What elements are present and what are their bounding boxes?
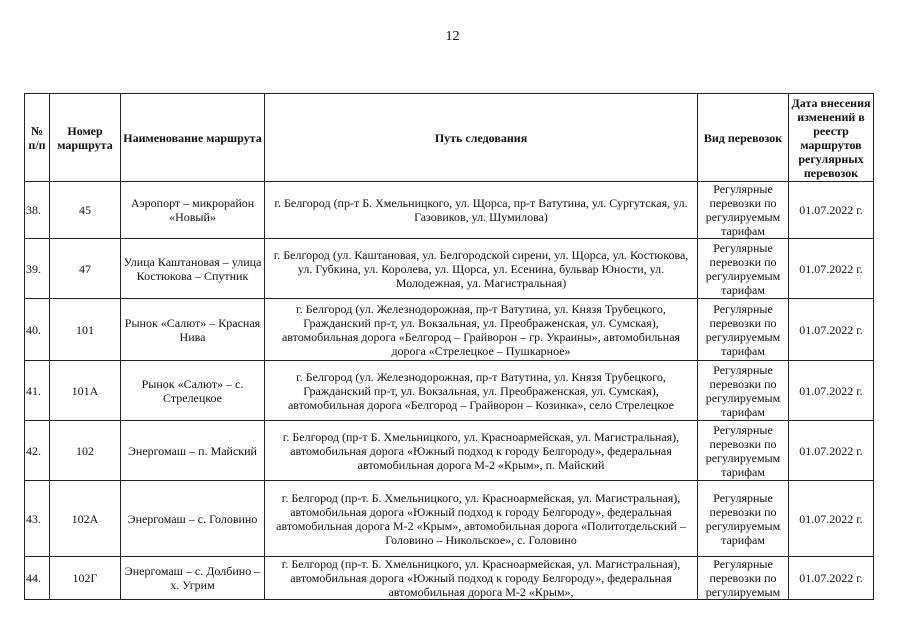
cell-path: г. Белгород (ул. Железнодорожная, пр-т Ватутина, ул. Князя Трубецкого, Гражданский пр-т, ул. Вокзальная, ул. Преображенская, ул. Сумская), автомобильная дорога «Белгород – Грайворон – Козинка», село Стрелецкое [265, 361, 698, 421]
header-path: Путь следования [265, 94, 698, 182]
cell-date: 01.07.2022 г. [789, 182, 874, 239]
routes-registry-table [24, 93, 874, 600]
cell-route-number: 102 [50, 421, 121, 481]
cell-path-text: г. Белгород (пр-т. Б. Хмельницкого, ул. Красноармейская, ул. Магистральная), автомобильная дорога «Южный подход к городу Белгороду», федеральная автомобильная дорога М-2 «Крым», [281, 557, 681, 599]
cell-date: 01.07.2022 г. [789, 421, 874, 481]
header-date: Дата внесения изменений в реестр маршрутов регулярных перевозок [789, 94, 874, 182]
cell-date: 01.07.2022 г. [789, 239, 874, 299]
cell-route-name: Энергомаш – с. Головино [121, 481, 265, 557]
cell-path: г. Белгород (ул. Железнодорожная, пр-т Ватутина, ул. Князя Трубецкого, Гражданский пр-т, ул. Вокзальная, ул. Преображенская, ул. Сумская), автомобильная дорога «Белгород – Грайворон – гр. Украины», автомобильная дорога «Стрелецкое – Пушкарное» [265, 299, 698, 361]
cell-path: г. Белгород (пр-т. Б. Хмельницкого, ул. Красноармейская, ул. Магистральная), автомобильная дорога «Южный подход к городу Белгороду», федеральная автомобильная дорога М-2 «Крым», автомобильная дорога «Политотдельский – Головино – Никольское», с. Головино [265, 481, 698, 557]
table-row [25, 481, 874, 557]
cell-route-number: 102А [50, 481, 121, 557]
table-row [25, 182, 874, 239]
cell-num: 38. [25, 182, 50, 239]
table-row [25, 299, 874, 361]
cell-transport-type: Регулярные перевозки по регулируемым тарифам [698, 182, 789, 239]
table-header-row [25, 94, 874, 182]
cell-transport-type: Регулярные перевозки по регулируемым тарифам [698, 299, 789, 361]
cell-transport-type [698, 557, 789, 600]
header-num: № п/п [25, 94, 50, 182]
table-row [25, 361, 874, 421]
cell-route-name: Энергомаш – п. Майский [121, 421, 265, 481]
cell-route-name: Улица Каштановая – улица Костюкова – Спутник [121, 239, 265, 299]
cell-transport-type: Регулярные перевозки по регулируемым тарифам [698, 361, 789, 421]
table-row [25, 557, 874, 600]
cell-date: 01.07.2022 г. [789, 481, 874, 557]
table-row [25, 239, 874, 299]
cell-num: 40. [25, 299, 50, 361]
cell-route-number: 102Г [50, 557, 121, 600]
cell-num: 43. [25, 481, 50, 557]
cell-num: 42. [25, 421, 50, 481]
cell-date: 01.07.2022 г. [789, 557, 874, 600]
cell-transport-type: Регулярные перевозки по регулируемым тарифам [698, 421, 789, 481]
cell-transport-type: Регулярные перевозки по регулируемым тарифам [698, 481, 789, 557]
page-number: 12 [445, 29, 460, 44]
cell-transport-type-text: Регулярные перевозки по регулируемым [705, 557, 781, 599]
cell-route-name: Рынок «Салют» – с. Стрелецкое [121, 361, 265, 421]
cell-date: 01.07.2022 г. [789, 361, 874, 421]
cell-transport-type: Регулярные перевозки по регулируемым тарифам [698, 239, 789, 299]
cell-route-number: 101А [50, 361, 121, 421]
cell-num: 44. [25, 557, 50, 600]
cell-path: г. Белгород (пр-т Б. Хмельницкого, ул. Красноармейская, ул. Магистральная), автомобильная дорога «Южный подход к городу Белгороду», федеральная автомобильная дорога М-2 «Крым», п. Майский [265, 421, 698, 481]
cell-route-number: 101 [50, 299, 121, 361]
cell-route-name: Рынок «Салют» – Красная Нива [121, 299, 265, 361]
cell-route-number: 45 [50, 182, 121, 239]
cell-path [265, 557, 698, 600]
header-route-name: Наименование маршрута [121, 94, 265, 182]
cell-route-name: Аэропорт – микрорайон «Новый» [121, 182, 265, 239]
header-route-number: Номер маршрута [50, 94, 121, 182]
cell-num: 39. [25, 239, 50, 299]
cell-path: г. Белгород (пр-т Б. Хмельницкого, ул. Щорса, пр-т Ватутина, ул. Сургутская, ул. Газовиков, ул. Шумилова) [265, 182, 698, 239]
header-transport-type: Вид перевозок [698, 94, 789, 182]
cell-route-name: Энергомаш – с. Долбино – х. Угрим [121, 557, 265, 600]
cell-date: 01.07.2022 г. [789, 299, 874, 361]
table-row [25, 421, 874, 481]
cell-num: 41. [25, 361, 50, 421]
cell-route-number: 47 [50, 239, 121, 299]
cell-path: г. Белгород (ул. Каштановая, ул. Белгородской сирени, ул. Щорса, ул. Костюкова, ул. Губкина, ул. Королева, ул. Щорса, ул. Есенина, бульвар Юности, ул. Молодежная, ул. Магистральная) [265, 239, 698, 299]
